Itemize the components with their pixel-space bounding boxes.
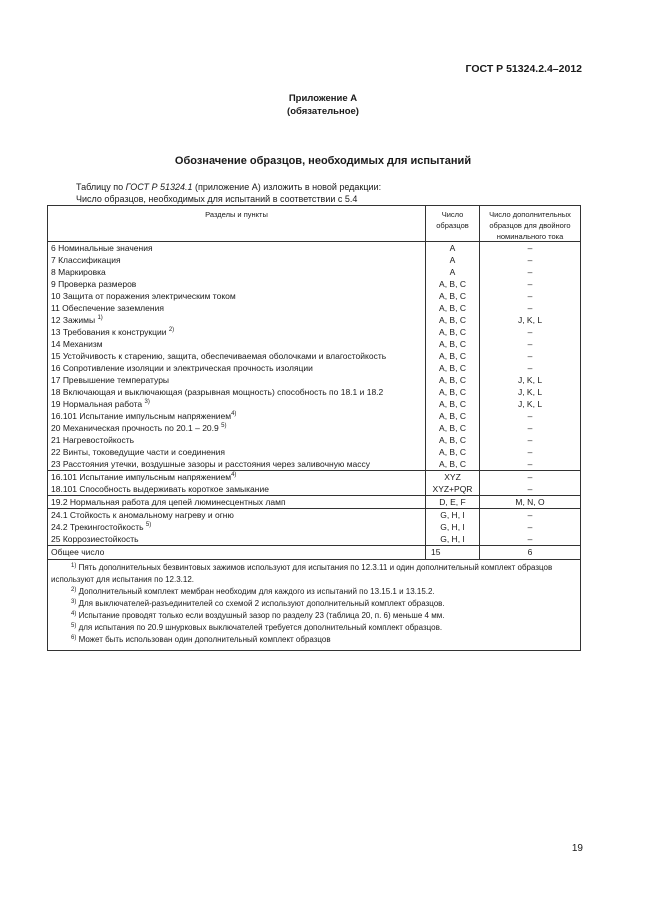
header-extra-samples: Число дополнительных образцов для двойного номинального тока (479, 206, 580, 241)
row-samples: A, B, C (425, 374, 479, 386)
row-section (48, 278, 425, 290)
table-row (48, 483, 580, 495)
row-extra-samples: – (479, 422, 580, 434)
row-extra-samples: – (479, 458, 580, 470)
table-body (48, 242, 580, 546)
intro-prefix: Таблицу по (76, 182, 126, 192)
section-text: 11 Обеспечение заземления (51, 303, 164, 313)
footnote-text: Может быть использован один дополнительный комплект образцов (76, 635, 331, 644)
table-row (48, 278, 580, 290)
footnote-text: Для выключателей-разъединителей со схемой 2 используют дополнительный комплект образцов. (76, 599, 445, 608)
footnote-text: Пять дополнительных безвинтовых зажимов используют для испытания по 12.3.11 и один дополнительный комплект образцов используют для испытания по 12.3.12. (51, 563, 553, 584)
section-text: 19 Нормальная работа (51, 399, 145, 409)
footnote-ref: 2) (168, 327, 175, 333)
row-samples: A, B, C (425, 362, 479, 374)
row-samples: A, B, C (425, 302, 479, 314)
footnote (51, 586, 577, 598)
footnote-text: Испытание проводят только если воздушный зазор по разделу 23 (таблица 20, п. 6) меньше 4 мм. (76, 611, 445, 620)
section-text: 17 Превышение температуры (51, 375, 170, 385)
row-extra-samples: – (479, 446, 580, 458)
row-section (48, 302, 425, 314)
table-row (48, 326, 580, 338)
row-samples: A, B, C (425, 422, 479, 434)
row-section (48, 422, 425, 434)
footnote-marker: 5) (71, 623, 77, 629)
row-samples: A, B, C (425, 386, 479, 398)
document-code: ГОСТ Р 51324.2.4–2012 (465, 63, 582, 75)
row-section (48, 338, 425, 350)
section-text: 21 Нагревостойкость (51, 435, 135, 445)
row-section (48, 471, 425, 483)
row-extra-samples: – (479, 242, 580, 254)
row-extra-samples: – (479, 278, 580, 290)
section-text: 16.101 Испытание импульсным напряжением (51, 411, 232, 421)
row-extra-samples: – (479, 471, 580, 483)
row-samples: A, B, C (425, 410, 479, 422)
row-section (48, 446, 425, 458)
intro-line-2: Число образцов, необходимых для испытаний в соответствии с 5.4 (76, 194, 358, 204)
header-sections: Разделы и пункты (205, 210, 268, 219)
section-text: 23 Расстояния утечки, воздушные зазоры и расстояния через заливочную массу (51, 459, 371, 469)
row-samples: A, B, C (425, 398, 479, 410)
section-text: 6 Номинальные значения (51, 243, 153, 253)
section-text: 16.101 Испытание импульсным напряжением (51, 472, 232, 482)
intro-suffix: (приложение А) изложить в новой редакции: (192, 182, 382, 192)
footnote (51, 562, 577, 586)
total-extra: 6 (479, 546, 580, 559)
table-row (48, 266, 580, 278)
table-row (48, 302, 580, 314)
footnote (51, 622, 577, 634)
table-group (48, 471, 580, 496)
intro-line-1 (76, 182, 381, 192)
table-row (48, 290, 580, 302)
row-section (48, 496, 425, 508)
table-row (48, 314, 580, 326)
row-extra-samples: – (479, 521, 580, 533)
section-text: 16 Сопротивление изоляции и электрическая прочность изоляции (51, 363, 313, 373)
section-text: 13 Требования к конструкции (51, 327, 169, 337)
footnote-ref: 3) (144, 399, 150, 405)
row-extra-samples: – (479, 434, 580, 446)
row-samples: A (425, 266, 479, 278)
row-extra-samples: – (479, 290, 580, 302)
table-group (48, 242, 580, 471)
footnote (51, 610, 577, 622)
footnote-marker: 4) (71, 611, 77, 617)
section-text: 7 Классификация (51, 255, 121, 265)
footnotes (48, 560, 580, 650)
table-header (48, 206, 580, 242)
row-extra-samples: – (479, 254, 580, 266)
row-samples: A (425, 254, 479, 266)
row-extra-samples: – (479, 326, 580, 338)
row-extra-samples: – (479, 266, 580, 278)
footnote-marker: 1) (71, 563, 77, 569)
footnote-marker: 6) (71, 635, 77, 641)
table-row (48, 362, 580, 374)
total-samples: 15 (425, 546, 479, 559)
row-section (48, 410, 425, 422)
row-section (48, 521, 425, 533)
table-row (48, 398, 580, 410)
row-samples: G, H, I (425, 533, 479, 545)
row-section (48, 483, 425, 495)
table-row (48, 422, 580, 434)
section-text: 25 Коррозиестойкость (51, 534, 139, 544)
row-section (48, 533, 425, 545)
table-row (48, 254, 580, 266)
footnote-ref: 1) (97, 315, 103, 321)
intro-standard-ref: ГОСТ Р 51324.1 (125, 182, 193, 192)
table-row (48, 434, 580, 446)
section-text: 10 Защита от поражения электрическим током (51, 291, 236, 301)
table-row (48, 374, 580, 386)
row-extra-samples: – (479, 509, 580, 521)
row-section (48, 242, 425, 254)
footnote (51, 598, 577, 610)
section-text: 18.101 Способность выдерживать короткое замыкание (51, 484, 269, 494)
row-extra-samples: J, K, L (479, 398, 580, 410)
row-extra-samples: – (479, 350, 580, 362)
row-extra-samples: – (479, 302, 580, 314)
row-samples: XYZ+PQR (425, 483, 479, 495)
row-samples: A, B, C (425, 326, 479, 338)
annex-title: Приложение А (288, 93, 358, 104)
section-text: 9 Проверка размеров (51, 279, 137, 289)
row-section (48, 350, 425, 362)
table-row (48, 458, 580, 470)
row-samples: D, E, F (425, 496, 479, 508)
footnote-marker: 2) (71, 587, 77, 593)
row-samples: G, H, I (425, 521, 479, 533)
table-row (48, 521, 580, 533)
table-row (48, 338, 580, 350)
section-text: 22 Винты, токоведущие части и соединения (51, 447, 226, 457)
row-extra-samples: J, K, L (479, 374, 580, 386)
row-section (48, 386, 425, 398)
section-text: 14 Механизм (51, 339, 103, 349)
row-samples: A, B, C (425, 314, 479, 326)
row-extra-samples: J, K, L (479, 386, 580, 398)
total-label: Общее число (51, 547, 105, 557)
row-section (48, 326, 425, 338)
row-section (48, 290, 425, 302)
table-row (48, 350, 580, 362)
row-section (48, 314, 425, 326)
section-text: 20 Механическая прочность по 20.1 – 20.9 (51, 423, 222, 433)
footnote (51, 634, 577, 646)
row-section (48, 362, 425, 374)
row-extra-samples: – (479, 362, 580, 374)
header-sample-count: Число образцов (425, 206, 479, 241)
section-text: 15 Устойчивость к старению, защита, обеспечиваемая оболочками и влагостойкость (51, 351, 387, 361)
row-samples: A, B, C (425, 338, 479, 350)
samples-table (47, 205, 581, 651)
row-samples: XYZ (425, 471, 479, 483)
row-section (48, 266, 425, 278)
footnote-text: для испытания по 20.9 шнурковых выключателей требуется дополнительный комплект образцов. (76, 623, 443, 632)
footnote-text: Дополнительный комплект мембран необходим для каждого из испытаний по 13.15.1 и 13.15.2. (76, 587, 435, 596)
annex-subtitle: (обязательное) (287, 106, 359, 117)
row-samples: A, B, C (425, 290, 479, 302)
section-text: 18 Включающая и выключающая (разрывная мощность) способность по 18.1 и 18.2 (51, 387, 384, 397)
table-group (48, 496, 580, 509)
row-extra-samples: – (479, 410, 580, 422)
row-section (48, 509, 425, 521)
footnote-marker: 3) (71, 599, 77, 605)
row-section (48, 458, 425, 470)
page-number: 19 (571, 843, 583, 854)
footnote-ref: 5) (221, 423, 227, 429)
row-samples: A, B, C (425, 350, 479, 362)
table-row (48, 533, 580, 545)
row-samples: A, B, C (425, 434, 479, 446)
footnote-ref: 4) (231, 411, 237, 417)
row-extra-samples: M, N, O (479, 496, 580, 508)
footnote-ref: 5) (145, 522, 152, 528)
section-text: 8 Маркировка (51, 267, 106, 277)
row-extra-samples: J, K, L (479, 314, 580, 326)
row-extra-samples: – (479, 483, 580, 495)
section-text: 19.2 Нормальная работа для цепей люминесцентных ламп (51, 497, 286, 507)
total-row (48, 546, 580, 560)
table-row (48, 471, 580, 483)
section-text: 12 Зажимы (51, 315, 98, 325)
row-section (48, 254, 425, 266)
table-row (48, 386, 580, 398)
table-row (48, 242, 580, 254)
row-extra-samples: – (479, 338, 580, 350)
row-samples: A (425, 242, 479, 254)
table-row (48, 496, 580, 508)
footnote-ref: 4) (231, 472, 237, 478)
row-samples: A, B, C (425, 446, 479, 458)
row-samples: A, B, C (425, 458, 479, 470)
section-text: 24.2 Трекингостойкость (51, 522, 146, 532)
row-section (48, 434, 425, 446)
row-samples: G, H, I (425, 509, 479, 521)
row-section (48, 398, 425, 410)
table-row (48, 509, 580, 521)
table-row (48, 410, 580, 422)
page-title: Обозначение образцов, необходимых для испытаний (174, 155, 472, 167)
row-samples: A, B, C (425, 278, 479, 290)
section-text: 24.1 Стойкость к аномальному нагреву и огню (51, 510, 234, 520)
row-section (48, 374, 425, 386)
table-group (48, 509, 580, 546)
row-extra-samples: – (479, 533, 580, 545)
table-row (48, 446, 580, 458)
